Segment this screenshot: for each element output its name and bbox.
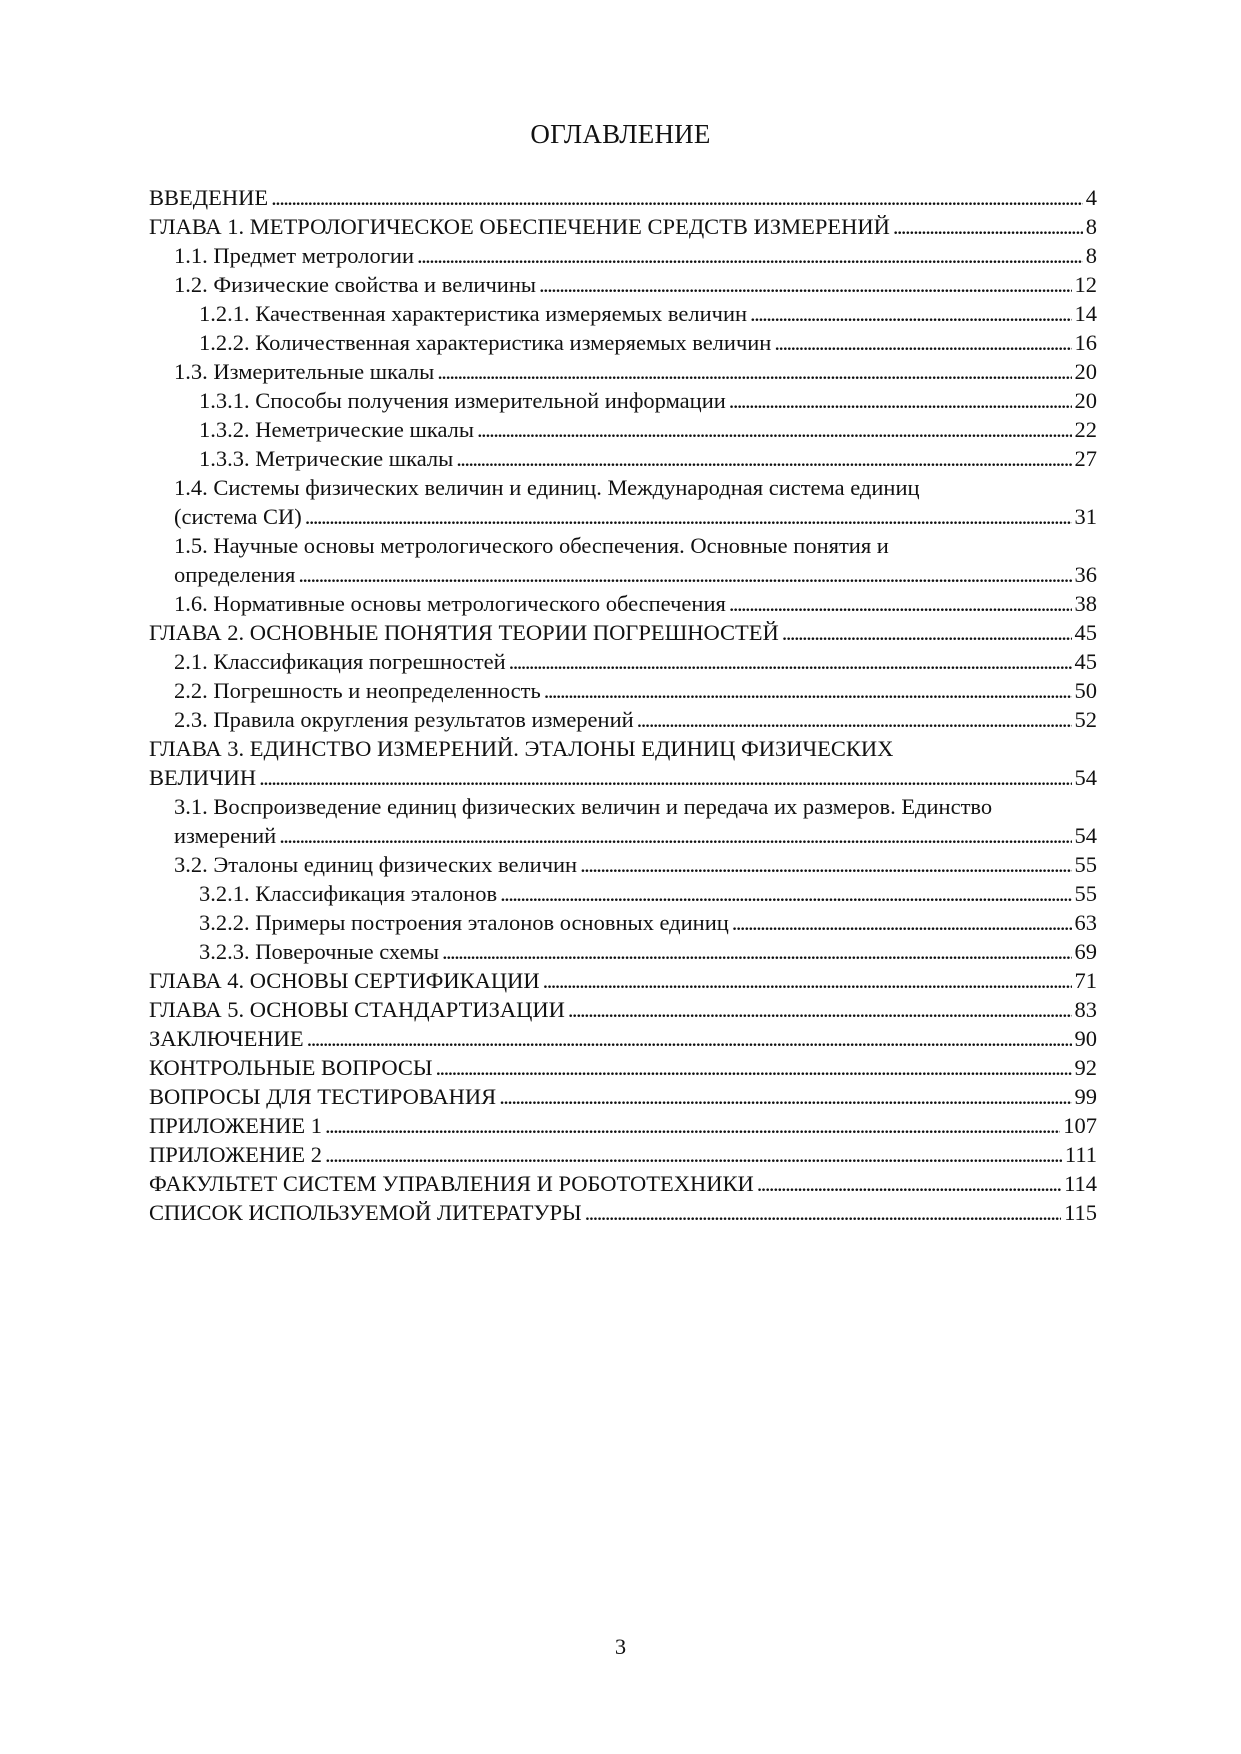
- dot-leader: [477, 415, 1072, 444]
- toc-entry-page: 45: [1074, 649, 1097, 674]
- toc-entry-text: 1.2. Физические свойства и величины: [174, 272, 536, 297]
- toc-entry-page: 55: [1074, 881, 1097, 906]
- toc-entry-1-1[interactable]: [149, 241, 1097, 270]
- toc-entry-text: ГЛАВА 5. ОСНОВЫ СТАНДАРТИЗАЦИИ: [149, 997, 565, 1022]
- toc-entry-page: 115: [1064, 1200, 1097, 1225]
- toc-entry-text: ГЛАВА 4. ОСНОВЫ СЕРТИФИКАЦИИ: [149, 968, 540, 993]
- toc-entry-page: 45: [1074, 620, 1097, 645]
- dot-leader: [417, 241, 1083, 270]
- toc-entry-page: 4: [1085, 185, 1097, 210]
- dot-leader: [509, 647, 1072, 676]
- toc-entry-text: ФАКУЛЬТЕТ СИСТЕМ УПРАВЛЕНИЯ И РОБОТОТЕХНИКИ: [149, 1171, 754, 1196]
- toc-entry-page: 111: [1064, 1142, 1097, 1167]
- dot-leader: [325, 1111, 1060, 1140]
- toc-entry-3-2[interactable]: [149, 850, 1097, 879]
- toc-entry-1-5[interactable]: [149, 531, 1097, 589]
- toc-entry-1-2[interactable]: [149, 270, 1097, 299]
- toc-entry-page: 16: [1074, 330, 1097, 355]
- dot-leader: [893, 212, 1083, 241]
- dot-leader: [729, 386, 1072, 415]
- toc-entry-references[interactable]: [149, 1198, 1097, 1227]
- toc-entry-text: 1.5. Научные основы метрологического обеспечения. Основные понятия и: [174, 533, 889, 558]
- toc-entry-1-2-2[interactable]: [149, 328, 1097, 357]
- dot-leader: [585, 1198, 1062, 1227]
- toc-entry-chapter-5[interactable]: [149, 995, 1097, 1024]
- toc-entry-page: 27: [1074, 446, 1097, 471]
- toc-entry-conclusion[interactable]: [149, 1024, 1097, 1053]
- dot-leader: [279, 821, 1071, 850]
- dot-leader: [456, 444, 1071, 473]
- toc-entry-text: 3.2.1. Классификация эталонов: [199, 881, 498, 906]
- toc-entry-text: 2.2. Погрешность и неопределенность: [174, 678, 541, 703]
- toc-entry-page: 92: [1074, 1055, 1097, 1080]
- toc-entry-text: ВОПРОСЫ ДЛЯ ТЕСТИРОВАНИЯ: [149, 1084, 497, 1109]
- toc-entry-text: 1.3.1. Способы получения измерительной информации: [199, 388, 726, 413]
- toc-entry-page: 52: [1074, 707, 1097, 732]
- dot-leader: [325, 1140, 1062, 1169]
- dot-leader: [729, 589, 1072, 618]
- toc-entry-text: 2.1. Классификация погрешностей: [174, 649, 506, 674]
- dot-leader: [499, 1082, 1071, 1111]
- toc-entry-introduction[interactable]: [149, 183, 1097, 212]
- toc-entry-text: ЗАКЛЮЧЕНИЕ: [149, 1026, 304, 1051]
- toc-entry-appendix-1[interactable]: [149, 1111, 1097, 1140]
- toc-entry-text: КОНТРОЛЬНЫЕ ВОПРОСЫ: [149, 1055, 433, 1080]
- toc-entry-test-questions[interactable]: [149, 1082, 1097, 1111]
- toc-entry-1-3-3[interactable]: [149, 444, 1097, 473]
- page-number: 3: [614, 1634, 627, 1659]
- toc-entry-text-continued: определения: [174, 562, 296, 587]
- toc-entry-page: 20: [1074, 359, 1097, 384]
- toc-entry-page: 63: [1074, 910, 1097, 935]
- toc-entry-page: 69: [1074, 939, 1097, 964]
- toc-entry-text: 1.1. Предмет метрологии: [174, 243, 415, 268]
- dot-leader: [774, 328, 1071, 357]
- toc-entry-page: 114: [1064, 1171, 1097, 1196]
- toc-entry-text: 1.3.2. Неметрические шкалы: [199, 417, 474, 442]
- dot-leader: [435, 1053, 1071, 1082]
- dot-leader: [500, 879, 1071, 908]
- toc-entry-3-1[interactable]: [149, 792, 1097, 850]
- toc-entry-1-6[interactable]: [149, 589, 1097, 618]
- dot-leader: [782, 618, 1072, 647]
- toc-entry-text: ПРИЛОЖЕНИЕ 1: [149, 1113, 322, 1138]
- toc-entry-page: 55: [1074, 852, 1097, 877]
- dot-leader: [259, 763, 1071, 792]
- toc-entry-text-continued: (система СИ): [174, 504, 302, 529]
- toc-entry-text: 1.2.1. Качественная характеристика измеряемых величин: [199, 301, 748, 326]
- dot-leader: [757, 1169, 1061, 1198]
- toc-entry-control-questions[interactable]: [149, 1053, 1097, 1082]
- toc-entry-text: ГЛАВА 2. ОСНОВНЫЕ ПОНЯТИЯ ТЕОРИИ ПОГРЕШНОСТЕЙ: [149, 620, 779, 645]
- dot-leader: [543, 966, 1072, 995]
- toc-entry-3-2-2[interactable]: [149, 908, 1097, 937]
- toc-entry-3-2-1[interactable]: [149, 879, 1097, 908]
- toc-entry-text-continued: ВЕЛИЧИН: [149, 765, 257, 790]
- toc-entry-1-4[interactable]: [149, 473, 1097, 531]
- toc-entry-page: 90: [1074, 1026, 1097, 1051]
- toc-entry-page: 99: [1074, 1084, 1097, 1109]
- toc-entry-text: 1.6. Нормативные основы метрологического обеспечения: [174, 591, 726, 616]
- toc-entry-chapter-3[interactable]: [149, 734, 1097, 792]
- dot-leader: [442, 937, 1072, 966]
- dot-leader: [307, 1024, 1072, 1053]
- toc-entry-appendix-2[interactable]: [149, 1140, 1097, 1169]
- toc-entry-page: 31: [1074, 504, 1097, 529]
- toc-entry-page: 50: [1074, 678, 1097, 703]
- toc-entry-page: 36: [1074, 562, 1097, 587]
- toc-entry-text: 3.2.2. Примеры построения эталонов основных единиц: [199, 910, 729, 935]
- dot-leader: [544, 676, 1072, 705]
- toc-entry-text: 1.3. Измерительные шкалы: [174, 359, 435, 384]
- toc-entry-text: 3.1. Воспроизведение единиц физических величин и передача их размеров. Единство: [174, 794, 993, 819]
- toc-entry-page: 8: [1085, 214, 1097, 239]
- toc-entry-text: 2.3. Правила округления результатов измерений: [174, 707, 634, 732]
- toc-entry-chapter-1[interactable]: [149, 212, 1097, 241]
- toc-entry-page: 38: [1074, 591, 1097, 616]
- dot-leader: [437, 357, 1071, 386]
- dot-leader: [750, 299, 1071, 328]
- dot-leader: [637, 705, 1072, 734]
- toc-entry-2-3[interactable]: [149, 705, 1097, 734]
- toc-entry-text: ПРИЛОЖЕНИЕ 2: [149, 1142, 322, 1167]
- toc-entry-2-1[interactable]: [149, 647, 1097, 676]
- toc-entry-page: 83: [1074, 997, 1097, 1022]
- toc-entry-faculty[interactable]: [149, 1169, 1097, 1198]
- toc-entry-text: 3.2.3. Поверочные схемы: [199, 939, 439, 964]
- dot-leader: [539, 270, 1072, 299]
- toc-entry-chapter-4[interactable]: [149, 966, 1097, 995]
- dot-leader: [305, 502, 1072, 531]
- toc-entry-text: 1.4. Системы физических величин и единиц. Международная система единиц: [174, 475, 920, 500]
- dot-leader: [298, 560, 1071, 589]
- toc-entry-3-2-3[interactable]: [149, 937, 1097, 966]
- toc-entry-1-3-2[interactable]: [149, 415, 1097, 444]
- toc-entry-page: 22: [1074, 417, 1097, 442]
- toc-entry-page: 54: [1074, 823, 1097, 848]
- toc-entry-text: ГЛАВА 1. МЕТРОЛОГИЧЕСКОЕ ОБЕСПЕЧЕНИЕ СРЕДСТВ ИЗМЕРЕНИЙ: [149, 214, 890, 239]
- toc-entry-page: 107: [1063, 1113, 1097, 1138]
- toc-entry-chapter-2[interactable]: [149, 618, 1097, 647]
- toc-entry-text: ВВЕДЕНИЕ: [149, 185, 269, 210]
- toc-entry-page: 8: [1085, 243, 1097, 268]
- toc-entry-text: 1.2.2. Количественная характеристика измеряемых величин: [199, 330, 772, 355]
- toc-title: ОГЛАВЛЕНИЕ: [530, 119, 711, 149]
- toc-entry-text: 1.3.3. Метрические шкалы: [199, 446, 454, 471]
- table-of-contents: [149, 183, 1097, 1227]
- toc-entry-text: ГЛАВА 3. ЕДИНСТВО ИЗМЕРЕНИЙ. ЭТАЛОНЫ ЕДИНИЦ ФИЗИЧЕСКИХ: [149, 736, 894, 761]
- dot-leader: [568, 995, 1072, 1024]
- toc-entry-page: 71: [1074, 968, 1097, 993]
- toc-entry-1-2-1[interactable]: [149, 299, 1097, 328]
- toc-entry-2-2[interactable]: [149, 676, 1097, 705]
- toc-entry-text: 3.2. Эталоны единиц физических величин: [174, 852, 578, 877]
- toc-entry-1-3[interactable]: [149, 357, 1097, 386]
- toc-entry-text: СПИСОК ИСПОЛЬЗУЕМОЙ ЛИТЕРАТУРЫ: [149, 1200, 582, 1225]
- dot-leader: [271, 183, 1083, 212]
- dot-leader: [732, 908, 1072, 937]
- toc-entry-page: 20: [1074, 388, 1097, 413]
- dot-leader: [580, 850, 1071, 879]
- toc-entry-text-continued: измерений: [174, 823, 277, 848]
- toc-entry-page: 12: [1074, 272, 1097, 297]
- toc-entry-1-3-1[interactable]: [149, 386, 1097, 415]
- toc-entry-page: 54: [1074, 765, 1097, 790]
- toc-entry-page: 14: [1074, 301, 1097, 326]
